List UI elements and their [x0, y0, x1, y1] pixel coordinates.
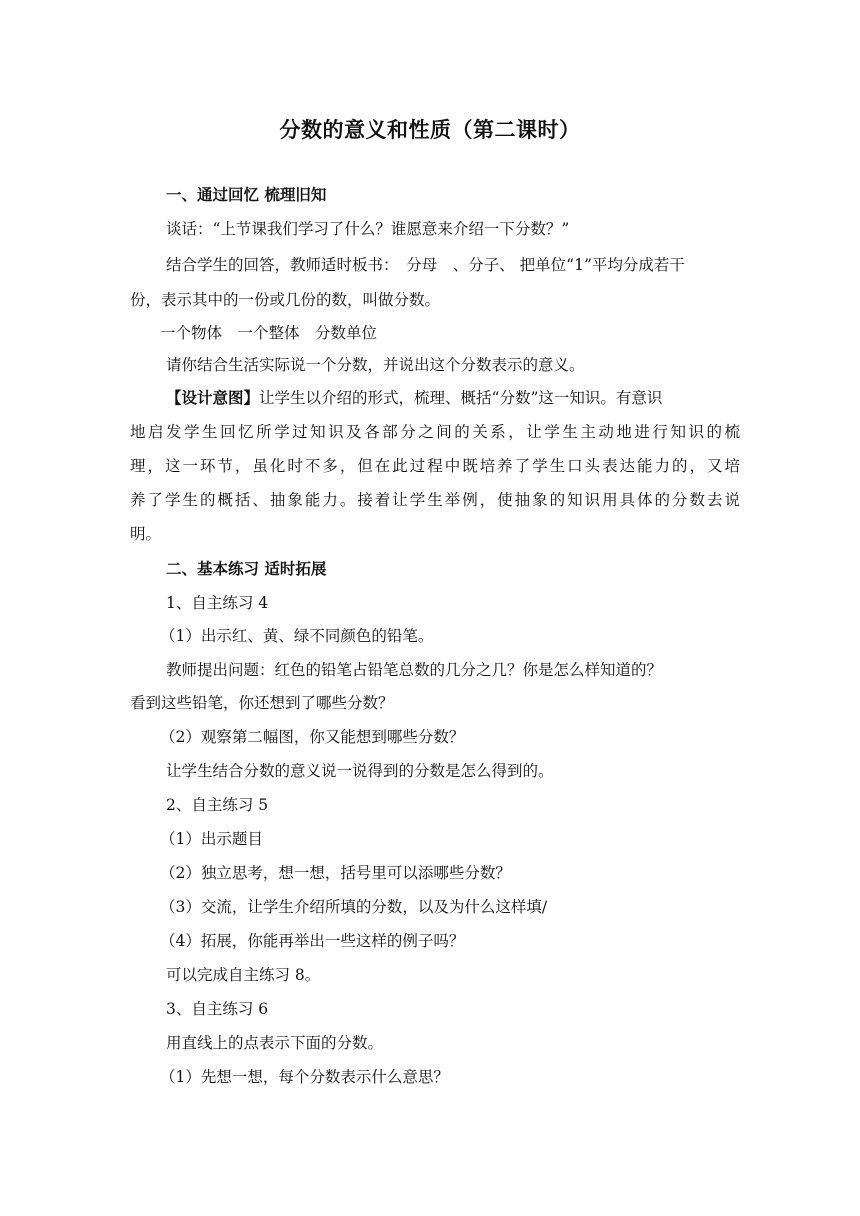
section-heading-1: 一、通过回忆 梳理旧知 — [166, 186, 327, 204]
exercise-6-step1: （1）先想一想，每个分数表示什么意思？ — [160, 1068, 449, 1086]
design-intent-label: 【设计意图】 — [166, 389, 260, 407]
exercise-5-title: 2、自主练习 5 — [166, 796, 269, 814]
exercise-5-step4: （4）拓展，你能再举出一些这样的例子吗？ — [160, 932, 465, 950]
exercise-5-step1: （1）出示题目 — [160, 830, 263, 848]
design-intent-line5: 明。 — [130, 525, 162, 543]
exercise-5-step3: （3）交流，让学生介绍所填的分数，以及为什么这样填/ — [160, 898, 548, 916]
exercise-4-question-line2: 看到这些铅笔，你还想到了哪些分数？ — [130, 694, 394, 712]
paragraph-board-line1: 结合学生的回答，教师适时板书： 分母 、分子、 把单位“1”平均分成若干 — [166, 256, 685, 274]
design-intent-text1: 让学生以介绍的形式，梳理、概括“分数”这一知识。有意识 — [259, 389, 663, 407]
exercise-5-note: 可以完成自主练习 8。 — [166, 966, 321, 984]
design-intent-line1 — [166, 387, 741, 409]
paragraph-example: 请你结合生活实际说一个分数，并说出这个分数表示的意义。 — [166, 356, 585, 374]
design-intent-line3: 理，这一环节，虽化时不多，但在此过程中既培养了学生口头表达能力的，又培 — [130, 457, 740, 475]
exercise-4-step1: （1）出示红、黄、绿不同颜色的铅笔。 — [160, 627, 434, 645]
paragraph-talk: 谈话：“上节课我们学习了什么？谁愿意来介绍一下分数？” — [166, 220, 570, 238]
paragraph-keywords: 一个物体 一个整体 分数单位 — [160, 324, 378, 342]
design-intent-line4: 养了学生的概括、抽象能力。接着让学生举例，使抽象的知识用具体的分数去说 — [130, 491, 740, 509]
paragraph-board-line2: 份，表示其中的一份或几份的数，叫做分数。 — [130, 291, 441, 309]
exercise-4-step2: （2）观察第二幅图，你又能想到哪些分数？ — [160, 728, 465, 746]
exercise-4-explain: 让学生结合分数的意义说一说得到的分数是怎么得到的。 — [166, 762, 554, 780]
design-intent-line2: 地启发学生回忆所学过知识及各部分之间的关系，让学生主动地进行知识的梳 — [130, 423, 740, 441]
page-title: 分数的意义和性质（第二课时） — [279, 118, 581, 142]
exercise-6-instruction: 用直线上的点表示下面的分数。 — [166, 1034, 384, 1052]
exercise-6-title: 3、自主练习 6 — [166, 1000, 269, 1018]
exercise-4-title: 1、自主练习 4 — [166, 594, 269, 612]
exercise-4-question-line1: 教师提出问题：红色的铅笔占铅笔总数的几分之几？你是怎么样知道的？ — [166, 661, 663, 679]
exercise-5-step2: （2）独立思考，想一想，括号里可以添哪些分数？ — [160, 864, 511, 882]
section-heading-2: 二、基本练习 适时拓展 — [166, 560, 327, 578]
